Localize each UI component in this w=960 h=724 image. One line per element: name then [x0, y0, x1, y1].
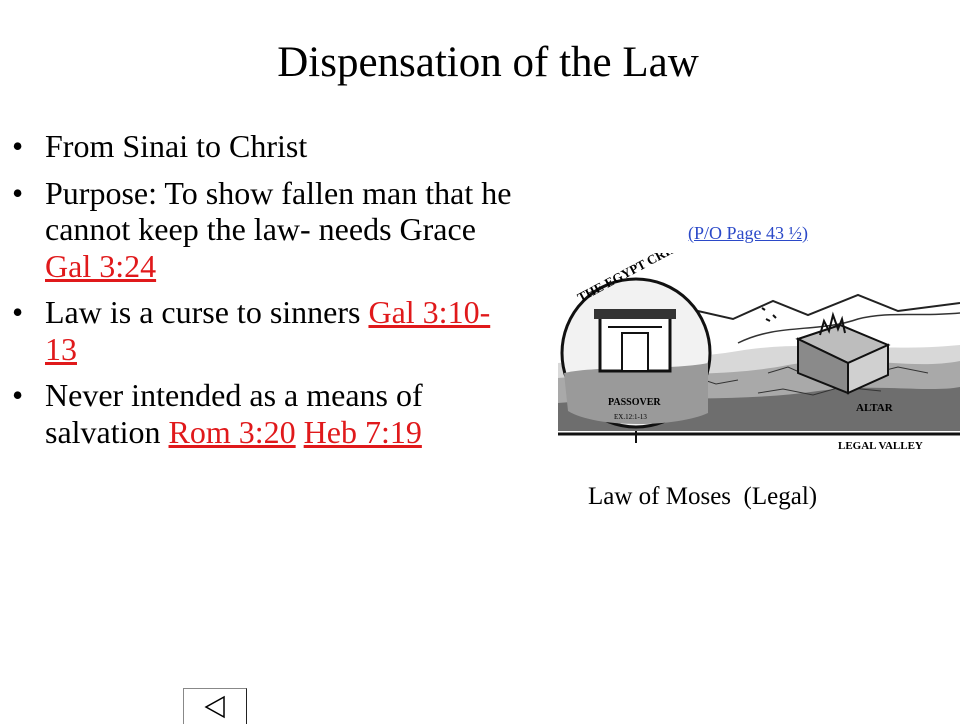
- scripture-link[interactable]: Gal 3:24: [45, 247, 157, 284]
- slide-title: Dispensation of the Law: [277, 39, 699, 86]
- bullet-item: [10, 128, 520, 165]
- bullet-dot: •: [12, 128, 24, 164]
- page-reference-link[interactable]: (P/O Page 43 ½): [688, 223, 808, 243]
- scripture-link[interactable]: Gal 3:10-13: [45, 294, 491, 367]
- bullet-item: [10, 377, 520, 450]
- image-label: LEGAL VALLEY: [838, 440, 923, 451]
- previous-slide-button[interactable]: [183, 688, 247, 724]
- bullet-dot: •: [12, 174, 24, 211]
- law-of-moses-illustration: [558, 253, 960, 451]
- scripture-link[interactable]: Rom 3:20: [168, 413, 296, 450]
- bullet-list: [10, 128, 520, 460]
- image-label: ALTAR: [856, 402, 893, 414]
- image-label: PASSOVER: [608, 397, 661, 408]
- image-caption: Law of Moses (Legal): [588, 483, 818, 510]
- image-label: EX.12:1-13: [614, 413, 647, 421]
- bullet-text: From Sinai to Christ: [45, 128, 308, 164]
- bullet-text: Law is a curse to sinners: [45, 294, 361, 330]
- bullet-text: Purpose: To show fallen man that he cannot keep the law- needs Grace: [45, 174, 512, 247]
- bullet-text: Never intended as a means of salvation: [45, 377, 423, 450]
- bullet-item: [10, 294, 520, 367]
- bullet-item: [10, 175, 520, 285]
- triangle-left-icon: [204, 695, 226, 719]
- bullet-dot: •: [12, 377, 24, 413]
- bullet-dot: •: [12, 294, 24, 330]
- scripture-link[interactable]: Heb 7:19: [303, 413, 422, 450]
